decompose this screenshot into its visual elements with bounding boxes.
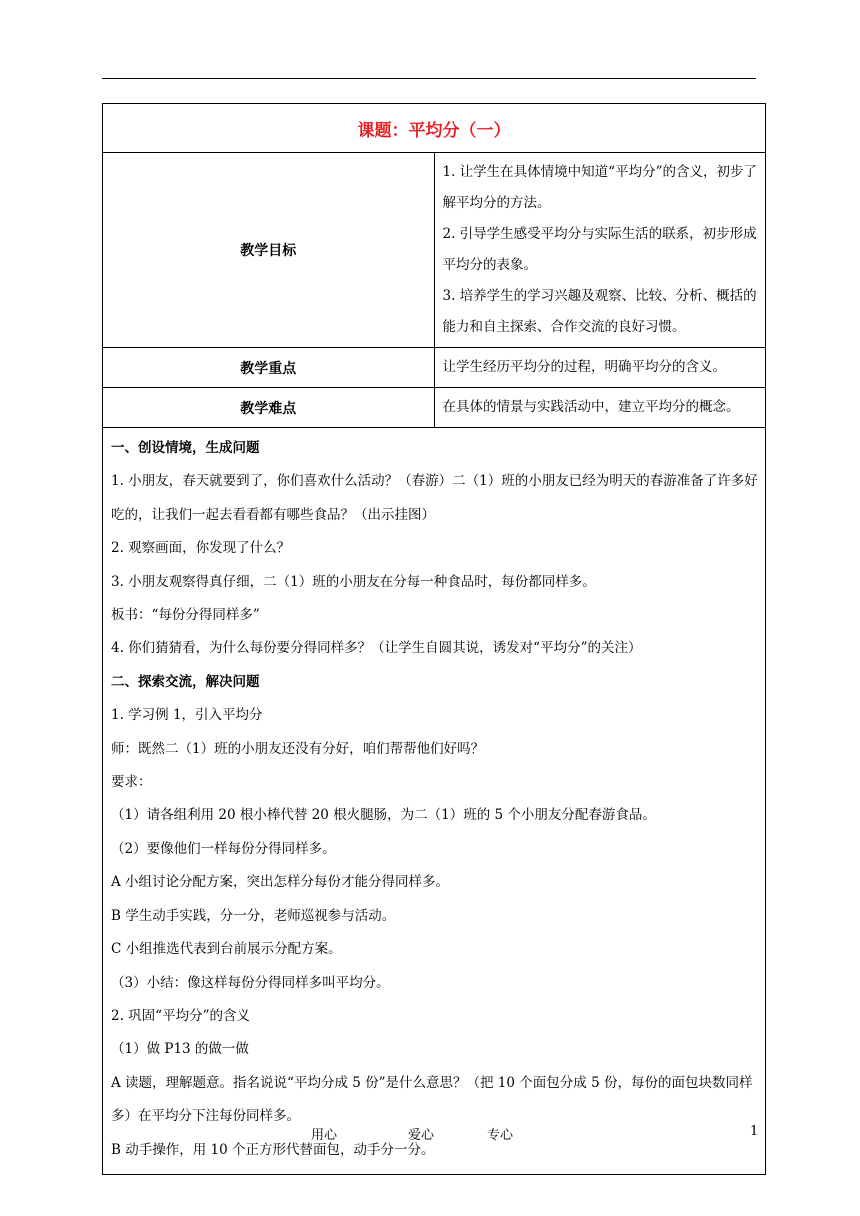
body-line: 要求：: [111, 774, 152, 791]
body-line: A 读题，理解题意。指名说说“平均分成 5 份”是什么意思？（把 10 个面包分成 5 份，每份的面包块数同样多）在平均分下注每份同样多。: [111, 1074, 753, 1125]
body-line: 3. 小朋友观察得真仔细，二（1）班的小朋友在分每一种食品时，每份都同样多。: [111, 573, 596, 590]
body-line: （2）要像他们一样每份分得同样多。: [111, 840, 336, 857]
lesson-title: 课题：平均分（一）: [357, 120, 511, 141]
header-rule: [102, 78, 756, 79]
body-line: 1. 小朋友，春天就要到了，你们喜欢什么活动？（春游）二（1）班的小朋友已经为明天的春游准备了许多好吃的，让我们一起去看看都有哪些食品？（出示挂图）: [111, 473, 758, 523]
body-line: B 动手操作，用 10 个正方形代替面包，动手分一分。: [111, 1141, 435, 1158]
footer-motto-right: 专心: [487, 1128, 514, 1143]
objective-item: 3. 培养学生的学习兴趣及观察、比较、分析、概括的能力和自主探索、合作交流的良好习惯。: [442, 288, 757, 335]
body-line: 2. 巩固“平均分”的含义: [111, 1007, 250, 1024]
objective-item: 2. 引导学生感受平均分与实际生活的联系，初步形成平均分的表象。: [442, 226, 757, 273]
body-line: （1）做 P13 的做一做: [111, 1041, 249, 1058]
objective-item: 1. 让学生在具体情境中知道“平均分”的含义，初步了解平均分的方法。: [442, 164, 757, 211]
objectives-label: 教学目标: [103, 153, 435, 348]
section-heading: 二、探索交流，解决问题: [111, 673, 260, 690]
teaching-process: [103, 428, 766, 1175]
difficulty-label: 教学难点: [103, 388, 435, 428]
body-line: B 学生动手实践，分一分，老师巡视参与活动。: [111, 907, 396, 924]
title-cell: [103, 104, 766, 153]
body-line: C 小组推选代表到台前展示分配方案。: [111, 941, 342, 958]
objectives-content: [434, 153, 766, 348]
body-line: A 小组讨论分配方案，突出怎样分每份才能分得同样多。: [111, 874, 450, 891]
difficulty-text: 在具体的情景与实践活动中，建立平均分的概念。: [434, 388, 766, 428]
footer-motto-middle: 爱心: [408, 1128, 435, 1143]
body-line: 师：既然二（1）班的小朋友还没有分好，咱们帮帮他们好吗？: [111, 740, 485, 757]
page-number: 1: [750, 1124, 759, 1139]
key-point-text: 让学生经历平均分的过程，明确平均分的含义。: [434, 348, 766, 388]
body-line: 4. 你们猜猜看，为什么每份要分得同样多？（让学生自圆其说，诱发对“平均分”的关注）: [111, 640, 642, 657]
body-line: 板书：“每份分得同样多”: [111, 607, 260, 624]
body-line: （1）请各组利用 20 根小棒代替 20 根火腿肠，为二（1）班的 5 个小朋友分配春游食品。: [111, 807, 656, 824]
page-footer: [0, 1124, 860, 1144]
body-line: 2. 观察画面，你发现了什么？: [111, 540, 291, 557]
section-heading: 一、创设情境，生成问题: [111, 440, 260, 456]
body-line: （3）小结：像这样每份分得同样多叫平均分。: [111, 974, 390, 991]
lesson-plan-table: [102, 103, 766, 1175]
footer-motto-left: 用心: [311, 1128, 338, 1143]
key-point-label: 教学重点: [103, 348, 435, 388]
body-line: 1. 学习例 1，引入平均分: [111, 707, 263, 724]
